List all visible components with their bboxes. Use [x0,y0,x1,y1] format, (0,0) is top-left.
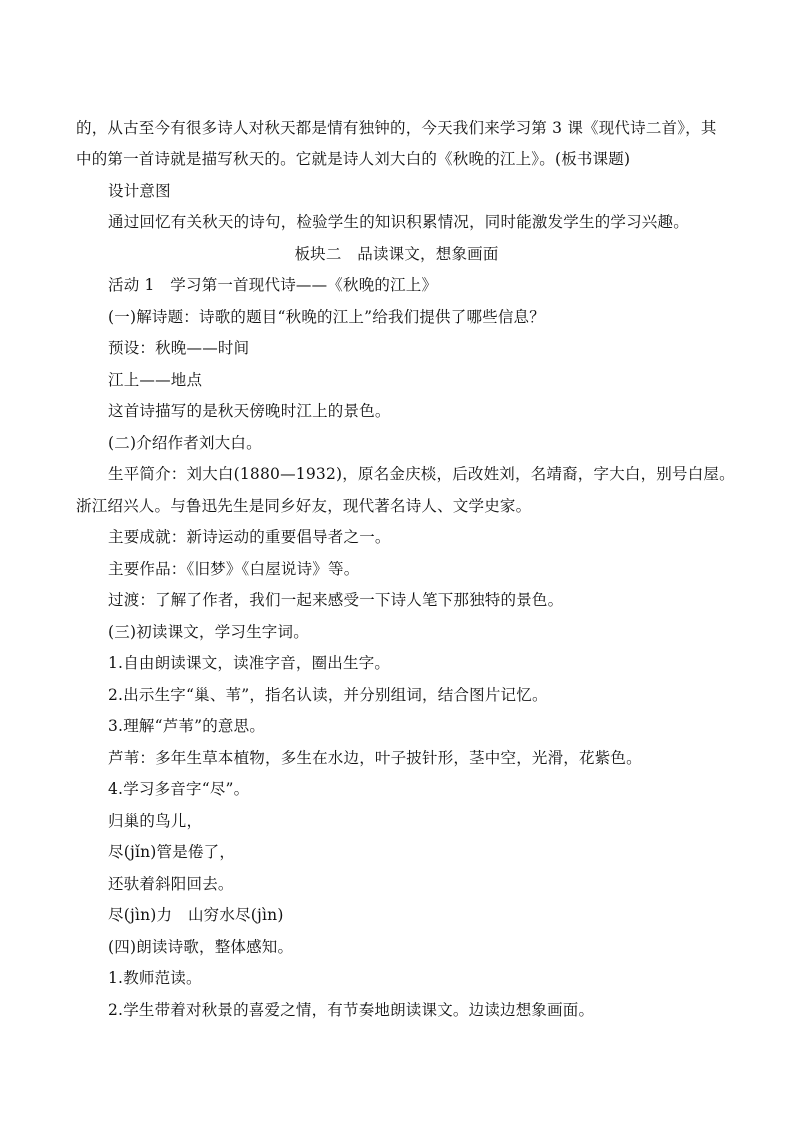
section-label: 设计意图 [108,182,171,200]
paragraph-line: 尽(jìn)力 山穷水尽(jìn) [108,906,284,924]
paragraph-line: 江上——地点 [108,371,203,389]
list-item: 1.自由朗读课文，读准字音，圈出生字。 [108,654,391,672]
paragraph-line: (二)介绍作者刘大白。 [108,434,262,452]
paragraph-line: 生平简介：刘大白(1880—1932)，原名金庆棪，后改姓刘，名靖裔，字大白，别号白屋。 [108,465,735,483]
section-heading: 板块二 品读课文，想象画面 [294,245,499,263]
poem-line: 还驮着斜阳回去。 [108,875,234,893]
paragraph-line: (三)初读课文，学习生字词。 [108,623,309,641]
paragraph-line: (一)解诗题：诗歌的题目“秋晚的江上”给我们提供了哪些信息？ [108,308,545,326]
paragraph-line: 过渡：了解了作者，我们一起来感受一下诗人笔下那独特的景色。 [108,591,564,609]
list-item: 1.教师范读。 [108,969,202,987]
list-item: 2.学生带着对秋景的喜爱之情，有节奏地朗读课文。边读边想象画面。 [108,1001,595,1019]
paragraph-line: 中的第一首诗就是描写秋天的。它就是诗人刘大白的《秋晚的江上》。(板书课题) [76,150,631,168]
paragraph-line: 预设：秋晚——时间 [108,339,250,357]
list-item: 4.学习多音字“尽”。 [108,780,250,798]
list-item: 2.出示生字“巢、苇”，指名认读，并分别组词，结合图片记忆。 [108,686,548,704]
paragraph-line: (四)朗读诗歌，整体感知。 [108,938,294,956]
paragraph-line: 的，从古至今有很多诗人对秋天都是情有独钟的，今天我们来学习第 3 课《现代诗二首》，其 [76,119,717,137]
paragraph-line: 浙江绍兴人。与鲁迅先生是同乡好友，现代著名诗人、文学史家。 [76,497,532,515]
list-item: 3.理解“芦苇”的意思。 [108,717,266,735]
poem-line: 尽(jǐn)管是倦了， [108,843,236,861]
poem-line: 归巢的鸟儿， [108,812,203,830]
paragraph-line: 主要成就：新诗运动的重要倡导者之一。 [108,528,391,546]
activity-title: 活动 1 学习第一首现代诗——《秋晚的江上》 [108,276,438,294]
paragraph-line: 通过回忆有关秋天的诗句，检验学生的知识积累情况，同时能激发学生的学习兴趣。 [108,213,689,231]
paragraph-line: 这首诗描写的是秋天傍晚时江上的景色。 [108,402,391,420]
paragraph-line: 芦苇：多年生草本植物，多生在水边，叶子披针形，茎中空，光滑，花紫色。 [108,749,642,767]
paragraph-line: 主要作品：《旧梦》《白屋说诗》等。 [108,560,360,578]
